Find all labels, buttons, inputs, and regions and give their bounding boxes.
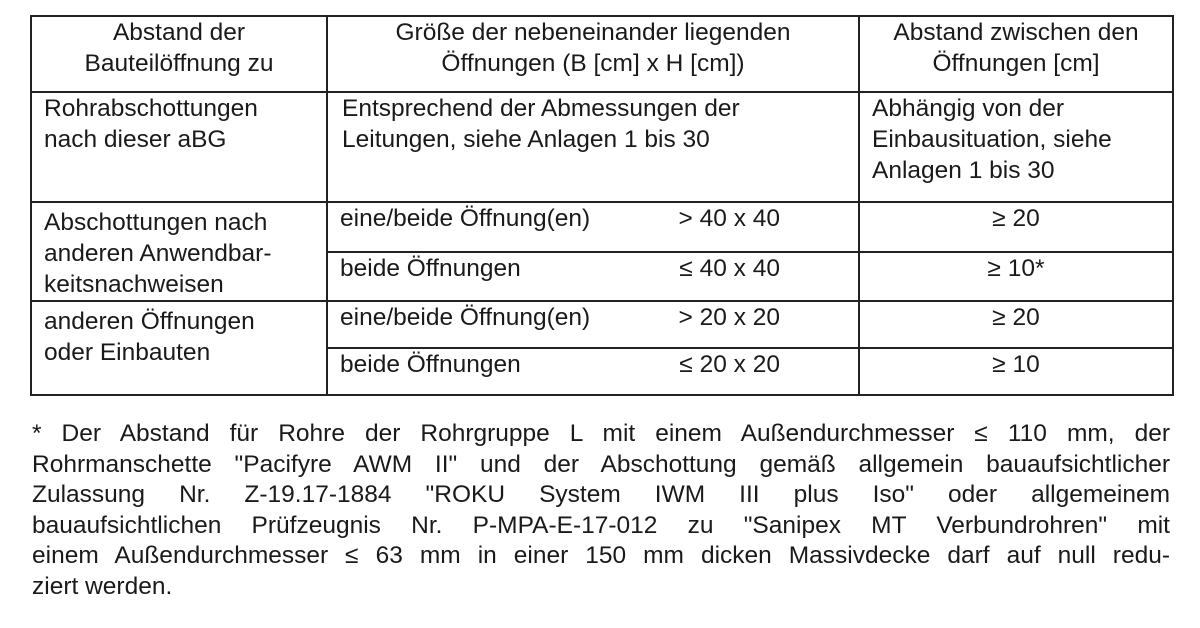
row3a-distance: ≥ 20 xyxy=(859,301,1173,348)
row1-size xyxy=(327,92,859,202)
row1-size-line1: Entsprechend der Abmessungen der xyxy=(342,95,740,122)
row2-label-line1: Abschottungen nach xyxy=(44,209,268,236)
footnote-line: ziert werden. xyxy=(32,572,173,600)
footnote-line: Zulassung Nr. Z-19.17-1884 "ROKU System IWM III plus Iso" oder allgemeinem xyxy=(32,481,1170,508)
row2a-distance: ≥ 20 xyxy=(859,202,1173,252)
footnote xyxy=(32,419,1170,602)
footnote-line: Rohrmanschette "Pacifyre AWM II" und der Abschottung gemäß allgemein bauaufsichtlicher xyxy=(32,450,1170,478)
header-col2-line2: Öffnungen (B [cm] x H [cm]) xyxy=(441,50,745,77)
header-col1-line2: Bauteilöffnung zu xyxy=(84,50,274,77)
row3b-size xyxy=(327,348,859,395)
row1-distance xyxy=(859,92,1173,202)
footnote-line: * Der Abstand für Rohre der Rohrgruppe L mit einem Außendurchmesser ≤ 110 mm, der xyxy=(32,420,1170,447)
row1-distance-line1: Abhängig von der xyxy=(872,95,1065,122)
row1-distance-line2: Einbausituation, siehe xyxy=(872,126,1112,153)
header-col-opening-size xyxy=(327,16,859,92)
row3b-dimensions: ≤ 20 x 20 xyxy=(679,351,780,378)
header-col1-line1: Abstand der xyxy=(112,19,246,46)
row2a-size xyxy=(327,202,859,252)
header-col-distance-to-opening xyxy=(31,16,327,92)
header-col3-line2: Öffnungen [cm] xyxy=(932,50,1100,77)
table-header-row xyxy=(31,16,1173,92)
row1-label-line1: Rohrabschottungen xyxy=(44,95,258,122)
row2a-openings: eine/beide Öffnung(en) xyxy=(340,205,591,232)
table-row xyxy=(31,202,1173,252)
row3a-openings: eine/beide Öffnung(en) xyxy=(340,304,591,331)
row2b-dimensions: ≤ 40 x 40 xyxy=(679,254,780,282)
footnote-line: bauaufsichtlichen Prüfzeugnis Nr. P-MPA-E-17-012 zu "Sanipex MT Verbundrohren" mit xyxy=(32,511,1170,539)
row2-label xyxy=(31,202,327,301)
row3-label-line1: anderen Öffnungen xyxy=(44,308,255,335)
footnote-line: einem Außendurchmesser ≤ 63 mm in einer 150 mm dicken Massivdecke darf auf null redu- xyxy=(32,542,1170,569)
header-col-distance-between xyxy=(859,16,1173,92)
row1-label-line2: nach dieser aBG xyxy=(44,126,227,153)
row3-label-line2: oder Einbauten xyxy=(44,339,211,366)
row2b-distance: ≥ 10* xyxy=(859,252,1173,302)
row2-label-line2: anderen Anwendbar- xyxy=(44,240,272,267)
spacing-table xyxy=(30,15,1174,396)
header-col3-line1: Abstand zwischen den xyxy=(893,19,1139,46)
row1-distance-line3: Anlagen 1 bis 30 xyxy=(872,157,1055,184)
row2b-size xyxy=(327,252,859,302)
row3a-size xyxy=(327,301,859,348)
row2a-dimensions: > 40 x 40 xyxy=(678,205,780,232)
row3a-dimensions: > 20 x 20 xyxy=(678,304,780,331)
header-col2-line1: Größe der nebeneinander liegenden xyxy=(395,19,791,46)
row3b-distance: ≥ 10 xyxy=(859,348,1173,395)
row3-label xyxy=(31,301,327,395)
row3b-openings: beide Öffnungen xyxy=(340,351,521,378)
row1-size-line2: Leitungen, siehe Anlagen 1 bis 30 xyxy=(342,126,710,153)
table-row xyxy=(31,301,1173,348)
row2b-openings: beide Öffnungen xyxy=(340,254,521,282)
row1-label xyxy=(31,92,327,202)
table-row xyxy=(31,92,1173,202)
row2-label-line3: keitsnachweisen xyxy=(44,271,224,298)
